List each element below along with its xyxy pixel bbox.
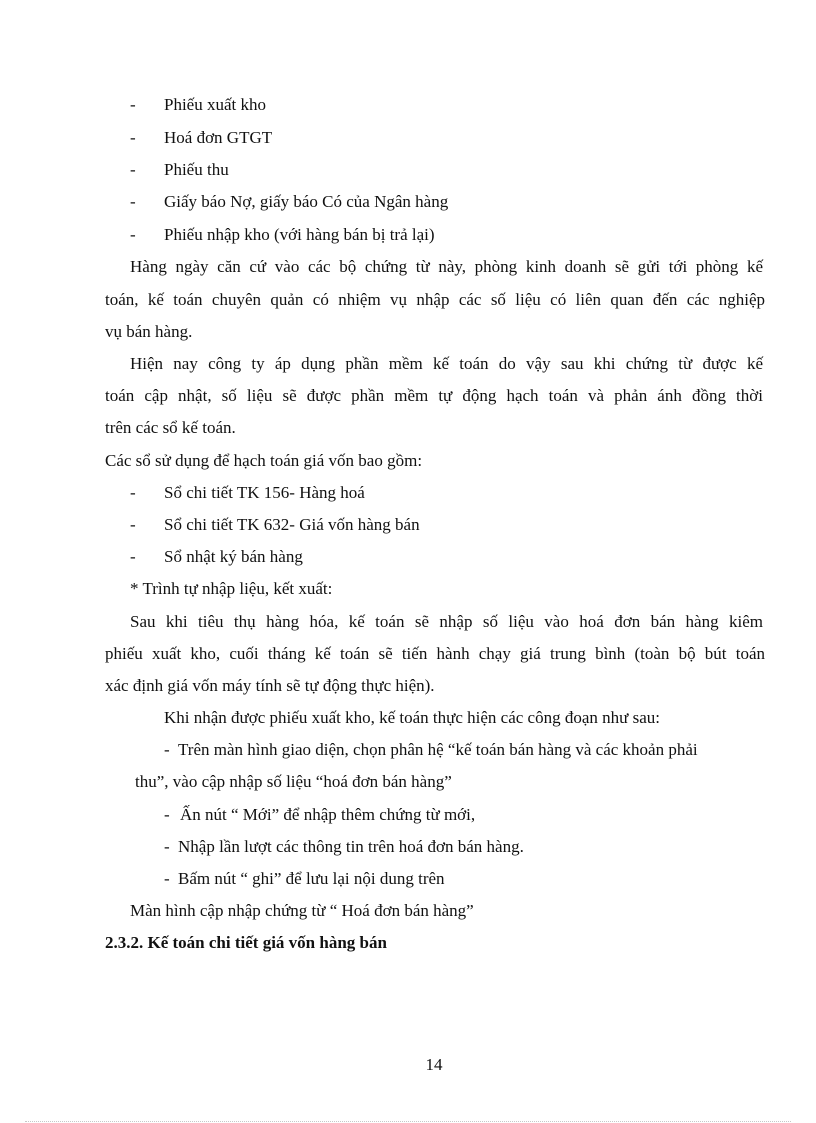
paragraph-line: toán cập nhật, số liệu sẽ được phần mềm tự động hạch toán và phản ánh đồng thời xyxy=(105,386,763,405)
document-page: - Phiếu xuất kho - Hoá đơn GTGT - Phiếu thu - Giấy báo Nợ, giấy báo Có của Ngân hàng - Phiếu nhập kho (với hàng bán bị trả lại) Hàng ngày căn cứ vào các bộ chứng từ này, phòng kinh doanh sẽ gửi tới phòng kế toán, kế toán chuyên quản có nhiệm vụ nhập các số liệu có liên quan đến các nghiệp vụ bán hàng. Hiện nay công ty áp dụng phần mềm kế toán do vậy sau khi chứng từ được kế toán cập nhật, số liệu sẽ được phần mềm tự động hạch toán và phản ánh đồng thời trên các sổ kế toán. Các sổ sử dụng để hạch toán giá vốn bao gồm: - Sổ chi tiết TK 156- Hàng hoá - Sổ chi tiết TK 632- Giá vốn hàng bán - Sổ nhật ký bán hàng * Trình tự nhập liệu, kết xuất: Sau khi tiêu thụ hàng hóa, kế toán sẽ nhập số liệu vào hoá đơn bán hàng kiêm phiếu xuất kho, cuối tháng kế toán sẽ tiến hành chạy giá trung bình (toàn bộ bút toán xác định giá vốn máy tính sẽ tự động thực hiện). Khi nhận được phiếu xuất kho, kế toán thực hiện các công đoạn như sau: - Trên màn hình giao diện, chọn phân hệ “kế toán bán hàng và các khoản phải thu”, vào cập nhập số liệu “hoá đơn bán hàng” - Ấn nút “ Mới” để nhập thêm chứng từ mới, - Nhập lần lượt các thông tin trên hoá đơn bán hàng. - Bấm nút “ ghi” để lưu lại nội dung trên Màn hình cập nhập chứng từ “ Hoá đơn bán hàng” 2.3.2. Kế toán chi tiết giá vốn hàng bán 14 xyxy=(0,0,816,1123)
paragraph-line: toán, kế toán chuyên quản có nhiệm vụ nhập các số liệu có liên quan đến các nghiệp xyxy=(105,290,765,309)
page-bottom-border xyxy=(25,1121,791,1122)
paragraph-line: phiếu xuất kho, cuối tháng kế toán sẽ tiến hành chạy giá trung bình (toàn bộ bút toán xyxy=(105,644,765,663)
paragraph-line: xác định giá vốn máy tính sẽ tự động thực hiện). xyxy=(105,676,435,695)
paragraph-line: vụ bán hàng. xyxy=(105,322,193,341)
screen-caption: Màn hình cập nhập chứng từ “ Hoá đơn bán hàng” xyxy=(130,901,474,920)
section-heading: 2.3.2. Kế toán chi tiết giá vốn hàng bán xyxy=(105,933,387,952)
procedure-title: * Trình tự nhập liệu, kết xuất: xyxy=(130,579,333,598)
page-number: 14 xyxy=(425,1055,443,1074)
paragraph-line: trên các sổ kế toán. xyxy=(105,418,236,437)
ledger-intro: Các sổ sử dụng để hạch toán giá vốn bao gồm: xyxy=(105,451,423,470)
paragraph-line: Sau khi tiêu thụ hàng hóa, kế toán sẽ nhập số liệu vào hoá đơn bán hàng kiêm xyxy=(130,612,763,631)
paragraph-line: Hiện nay công ty áp dụng phần mềm kế toán do vậy sau khi chứng từ được kế xyxy=(130,354,763,373)
paragraph-steps-intro: Khi nhận được phiếu xuất kho, kế toán thực hiện các công đoạn như sau: xyxy=(164,708,660,727)
paragraph-line: Hàng ngày căn cứ vào các bộ chứng từ này, phòng kinh doanh sẽ gửi tới phòng kế xyxy=(130,257,763,276)
